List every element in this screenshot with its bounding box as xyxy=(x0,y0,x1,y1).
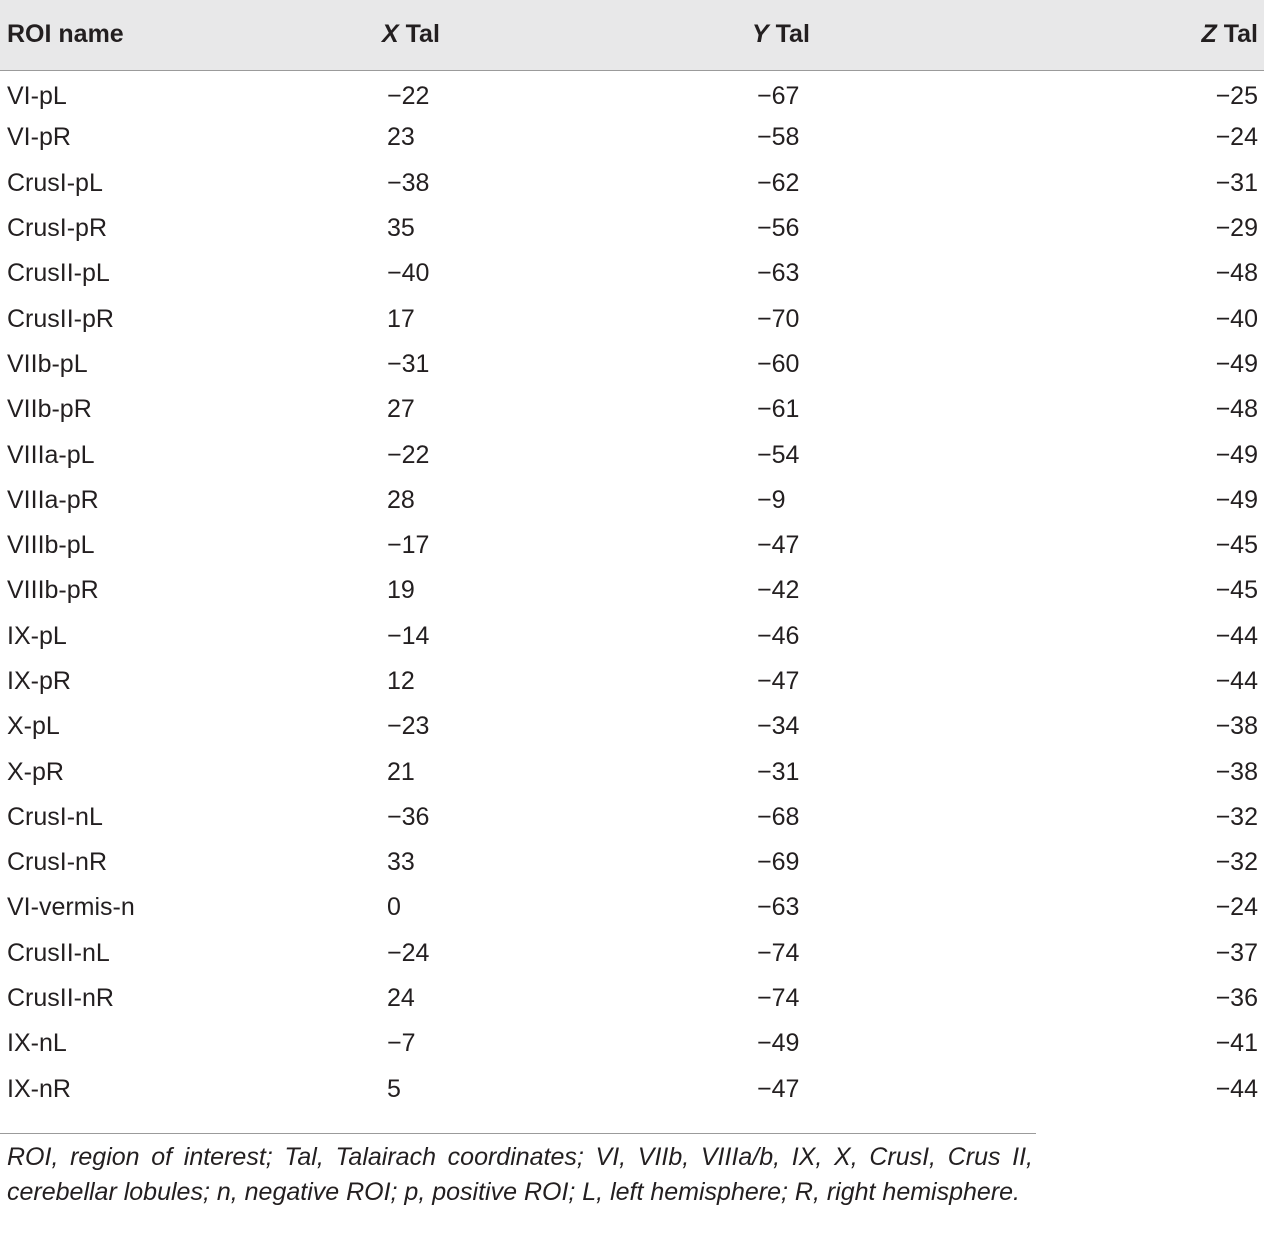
header-x-unit: Tal xyxy=(405,20,440,49)
roi-name-cell: VI-pR xyxy=(7,123,71,152)
roi-name-cell: CrusI-nR xyxy=(7,848,108,877)
roi-name-cell: VI-vermis-n xyxy=(7,893,135,922)
roi-name-cell: IX-nR xyxy=(7,1074,71,1103)
x-tal-cell: 35 xyxy=(387,214,415,243)
x-tal-cell: −24 xyxy=(387,938,430,967)
roi-name-cell: VIIb-pR xyxy=(7,395,92,424)
roi-name-cell: CrusI-nL xyxy=(7,802,103,831)
y-tal-cell: −46 xyxy=(757,621,800,650)
y-tal-cell: −58 xyxy=(757,123,800,152)
y-tal-cell: −49 xyxy=(757,1029,800,1058)
z-tal-cell: −49 xyxy=(1215,349,1258,378)
x-tal-cell: −22 xyxy=(387,82,430,111)
y-tal-cell: −63 xyxy=(757,893,800,922)
header-z-letter: Z xyxy=(1201,20,1217,49)
x-tal-cell: 28 xyxy=(387,485,415,514)
z-tal-cell: −32 xyxy=(1215,848,1258,877)
z-tal-cell: −44 xyxy=(1215,667,1258,695)
table-row xyxy=(0,704,1264,749)
table-row xyxy=(0,659,1264,704)
y-tal-cell: −9 xyxy=(757,485,786,514)
table-row xyxy=(0,1021,1264,1066)
x-tal-cell: −17 xyxy=(387,531,430,560)
x-tal-cell: −31 xyxy=(387,349,430,378)
table-row xyxy=(0,342,1264,387)
header-row xyxy=(0,0,1264,70)
table-footnote: ROI, region of interest; Tal, Talairach coordinates; VI, VIIb, VIIIa/b, IX, X, CrusI, Crus II, cerebellar lobules; n, negative ROI; p, positive ROI; L, left hemisphere; R, right hemisphere. xyxy=(7,1143,1033,1206)
y-tal-cell: −31 xyxy=(757,757,800,786)
z-tal-cell: −44 xyxy=(1215,621,1258,650)
roi-name-cell: CrusII-nL xyxy=(7,938,110,967)
x-tal-cell: 5 xyxy=(387,1074,401,1103)
x-tal-cell: −22 xyxy=(387,440,430,469)
z-tal-cell: −38 xyxy=(1215,757,1258,786)
table-row xyxy=(0,523,1264,568)
roi-name-cell: CrusII-nR xyxy=(7,984,114,1013)
z-tal-cell: −49 xyxy=(1215,440,1258,469)
z-tal-cell: −37 xyxy=(1215,938,1258,967)
header-x-tal xyxy=(307,0,612,70)
x-tal-cell: −38 xyxy=(387,168,430,197)
z-tal-cell: −49 xyxy=(1215,485,1258,514)
header-roi-name: ROI name xyxy=(0,0,307,70)
table-row xyxy=(0,161,1264,206)
table-header xyxy=(0,0,1264,70)
x-tal-cell: 23 xyxy=(387,123,415,152)
z-tal-cell: −29 xyxy=(1215,214,1258,243)
table-row xyxy=(0,614,1264,659)
y-tal-cell: −56 xyxy=(757,214,800,243)
table-body xyxy=(0,70,1264,1112)
y-tal-cell: −62 xyxy=(757,168,800,197)
x-tal-cell: −36 xyxy=(387,802,430,831)
header-x-letter: X xyxy=(382,20,399,49)
header-y-letter: Y xyxy=(752,20,769,49)
table-row xyxy=(0,795,1264,840)
roi-name-cell: VIIb-pL xyxy=(7,349,88,378)
x-tal-cell: 19 xyxy=(387,576,415,605)
y-tal-cell: −70 xyxy=(757,304,800,333)
z-tal-cell: −24 xyxy=(1215,893,1258,922)
roi-name-cell: VI-pL xyxy=(7,82,67,111)
header-y-unit: Tal xyxy=(775,20,810,49)
y-tal-cell: −61 xyxy=(757,395,800,424)
y-tal-cell: −74 xyxy=(757,938,800,967)
roi-name-cell: IX-pR xyxy=(7,667,71,695)
y-tal-cell: −68 xyxy=(757,802,800,831)
y-tal-cell: −47 xyxy=(757,1074,800,1103)
roi-name-cell: CrusII-pR xyxy=(7,304,114,333)
table-row xyxy=(0,251,1264,296)
roi-name-cell: VIIIa-pL xyxy=(7,440,95,469)
x-tal-cell: 12 xyxy=(387,667,415,695)
z-tal-cell: −32 xyxy=(1215,802,1258,831)
x-tal-cell: 0 xyxy=(387,893,401,922)
header-z-unit: Tal xyxy=(1223,20,1258,49)
y-tal-cell: −67 xyxy=(757,82,800,111)
z-tal-cell: −48 xyxy=(1215,395,1258,424)
roi-name-cell: CrusI-pL xyxy=(7,168,103,197)
z-tal-cell: −45 xyxy=(1215,576,1258,605)
z-tal-cell: −45 xyxy=(1215,531,1258,560)
y-tal-cell: −63 xyxy=(757,259,800,288)
table-bottom-rule xyxy=(0,1133,1036,1134)
x-tal-cell: −7 xyxy=(387,1029,416,1058)
roi-name-cell: VIIIb-pL xyxy=(7,531,95,560)
table-row xyxy=(0,432,1264,477)
table-row xyxy=(0,296,1264,341)
x-tal-cell: 24 xyxy=(387,984,415,1013)
table-row xyxy=(0,70,1264,115)
header-z-tal xyxy=(1082,0,1264,70)
table-row xyxy=(0,931,1264,976)
table-row xyxy=(0,478,1264,523)
roi-name-cell: VIIIa-pR xyxy=(7,485,99,514)
table-row xyxy=(0,115,1264,160)
z-tal-cell: −36 xyxy=(1215,984,1258,1013)
table-row xyxy=(0,976,1264,1021)
z-tal-cell: −40 xyxy=(1215,304,1258,333)
y-tal-cell: −60 xyxy=(757,349,800,378)
z-tal-cell: −24 xyxy=(1215,123,1258,152)
z-tal-cell: −31 xyxy=(1215,168,1258,197)
roi-name-cell: CrusI-pR xyxy=(7,214,108,243)
y-tal-cell: −47 xyxy=(757,531,800,560)
x-tal-cell: 17 xyxy=(387,304,415,333)
x-tal-cell: 27 xyxy=(387,395,415,424)
y-tal-cell: −69 xyxy=(757,848,800,877)
roi-name-cell: CrusII-pL xyxy=(7,259,110,288)
roi-name-cell: X-pR xyxy=(7,757,64,786)
table-row xyxy=(0,840,1264,885)
y-tal-cell: −34 xyxy=(757,712,800,741)
roi-name-cell: X-pL xyxy=(7,712,60,741)
x-tal-cell: −23 xyxy=(387,712,430,741)
x-tal-cell: −14 xyxy=(387,621,430,650)
table-row xyxy=(0,387,1264,432)
z-tal-cell: −48 xyxy=(1215,259,1258,288)
roi-name-cell: IX-pL xyxy=(7,621,67,650)
x-tal-cell: 21 xyxy=(387,757,415,786)
y-tal-cell: −42 xyxy=(757,576,800,605)
y-tal-cell: −47 xyxy=(757,667,800,695)
roi-name-cell: IX-nL xyxy=(7,1029,67,1058)
header-y-tal xyxy=(612,0,1082,70)
table-row xyxy=(0,885,1264,930)
x-tal-cell: −40 xyxy=(387,259,430,288)
y-tal-cell: −74 xyxy=(757,984,800,1013)
z-tal-cell: −41 xyxy=(1215,1029,1258,1058)
roi-name-cell: VIIIb-pR xyxy=(7,576,99,605)
z-tal-cell: −38 xyxy=(1215,712,1258,741)
y-tal-cell: −54 xyxy=(757,440,800,469)
z-tal-cell: −44 xyxy=(1215,1074,1258,1103)
z-tal-cell: −25 xyxy=(1215,82,1258,111)
table-row xyxy=(0,206,1264,251)
table-row xyxy=(0,568,1264,613)
table-row xyxy=(0,1067,1264,1112)
x-tal-cell: 33 xyxy=(387,848,415,877)
table-row xyxy=(0,749,1264,794)
